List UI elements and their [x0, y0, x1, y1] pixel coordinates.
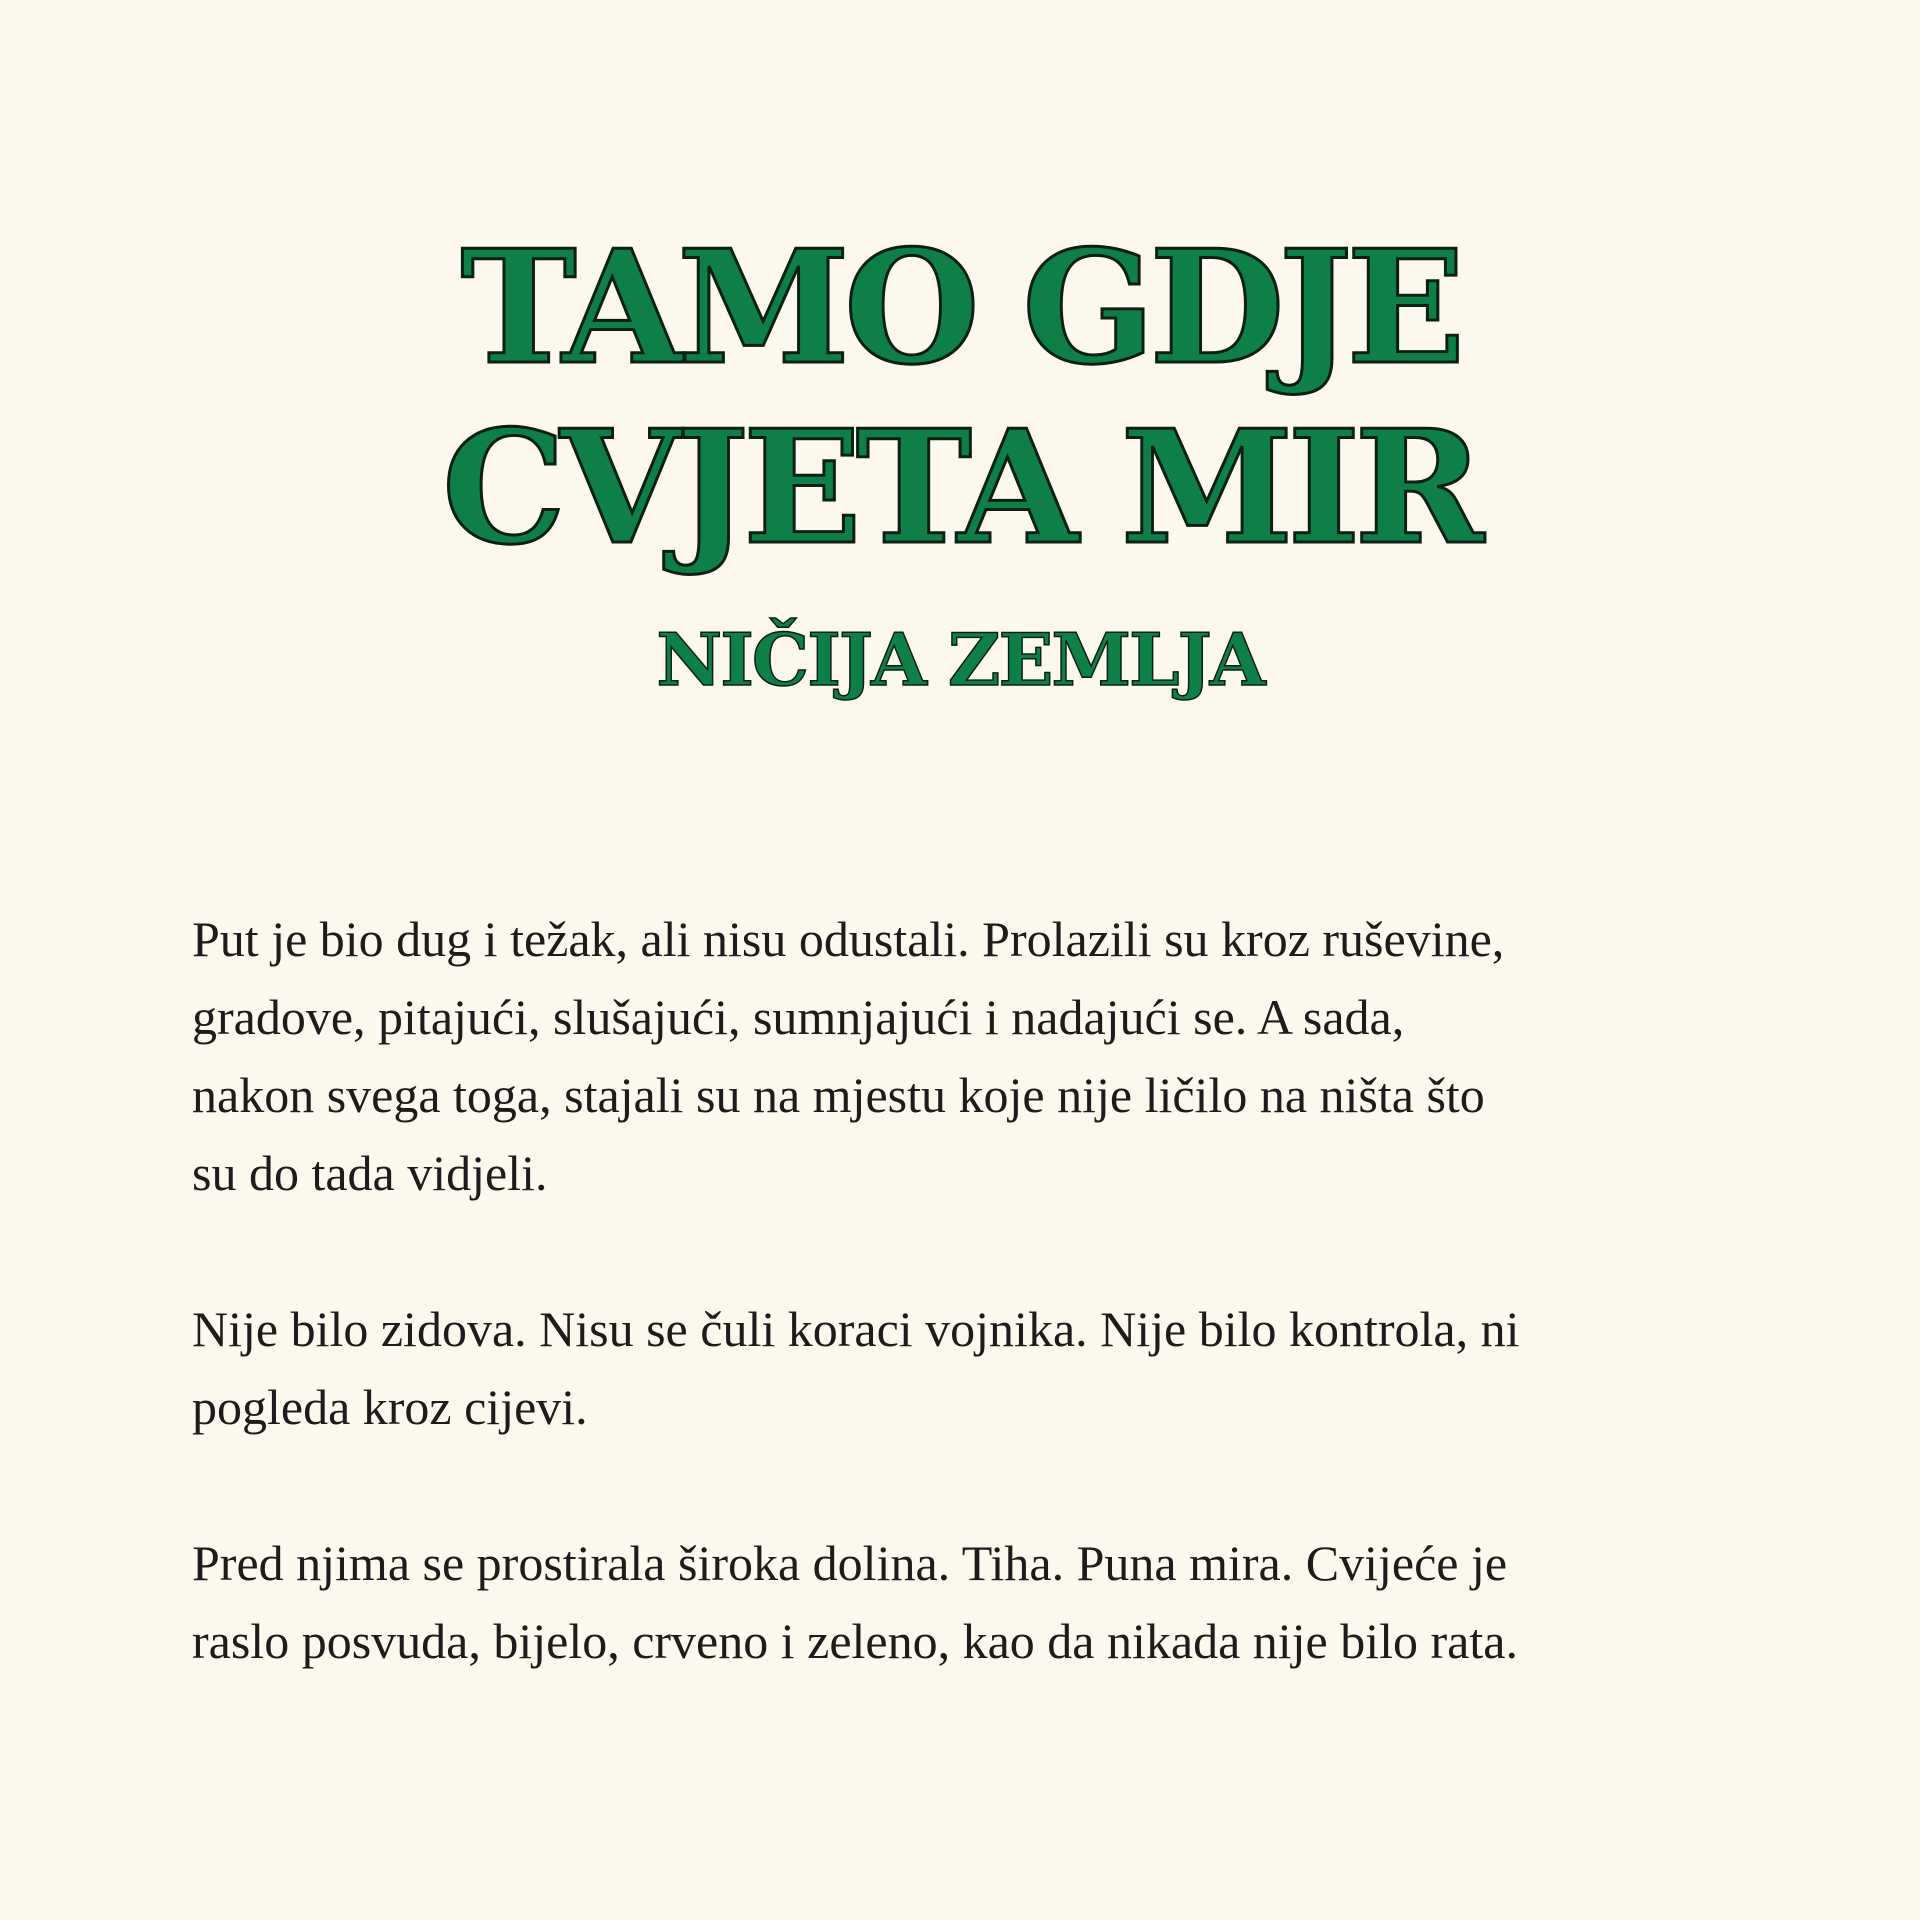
paragraph-1: [192, 900, 1752, 1212]
paragraph-line: Put je bio dug i težak, ali nisu odustali. Prolazili su kroz ruševine,: [192, 911, 1505, 967]
paragraph-line: Nije bilo zidova. Nisu se čuli koraci vojnika. Nije bilo kontrola, ni: [192, 1301, 1520, 1357]
paragraph-line: gradove, pitajući, slušajući, sumnjajući i nadajući se. A sada,: [192, 989, 1405, 1045]
title-line-2: CVJETA MIR: [441, 396, 1479, 579]
paragraph-line: Pred njima se prostirala široka dolina. Tiha. Puna mira. Cvijeće je: [192, 1535, 1508, 1591]
paragraph-line: su do tada vidjeli.: [192, 1145, 548, 1201]
paragraph-line: pogleda kroz cijevi.: [192, 1379, 588, 1435]
paragraph-3: [192, 1524, 1752, 1680]
paragraph-2: [192, 1290, 1752, 1446]
paragraph-line: raslo posvuda, bijelo, crveno i zeleno, kao da nikada nije bilo rata.: [192, 1613, 1518, 1669]
paragraph-line: nakon svega toga, stajali su na mjestu koje nije ličilo na ništa što: [192, 1067, 1485, 1123]
title-line-1: TAMO GDJE: [460, 216, 1460, 399]
page-title: [0, 218, 1920, 578]
chapter-subtitle: NIČIJA ZEMLJA: [656, 617, 1264, 702]
story-text: [192, 900, 1752, 1758]
